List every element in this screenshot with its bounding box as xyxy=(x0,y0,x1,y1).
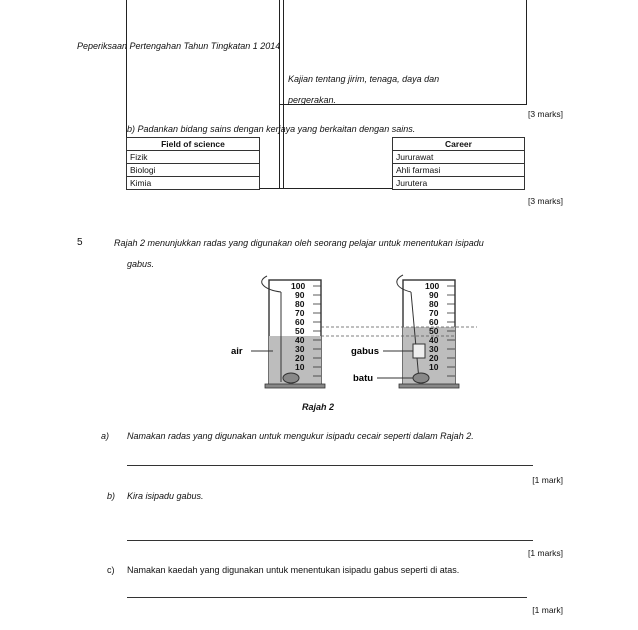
q5b-marks: [1 marks] xyxy=(528,548,563,558)
scale-label: 80 xyxy=(429,299,439,309)
q5b-label: b) xyxy=(107,491,116,501)
q5c-label: c) xyxy=(107,565,115,575)
scale-label: 90 xyxy=(295,290,305,300)
top-frame-mid-line-2 xyxy=(283,0,284,188)
q5-number: 5 xyxy=(77,237,83,248)
scale-label: 30 xyxy=(295,344,305,354)
q5c-answer-line[interactable] xyxy=(127,597,527,598)
field-item: Biologi xyxy=(127,164,260,177)
stone-icon xyxy=(413,373,429,383)
q5c-text: Namakan kaedah yang digunakan untuk menentukan isipadu gabus seperti di atas. xyxy=(127,565,460,575)
top-frame-right-line xyxy=(526,0,527,104)
q5c-marks: [1 mark] xyxy=(532,605,563,615)
q5-text-line1: Rajah 2 menunjukkan radas yang digunakan oleh seorang pelajar untuk menentukan isipadu xyxy=(114,238,484,248)
q4b-marks: [3 marks] xyxy=(528,196,563,206)
q5a-answer-line[interactable] xyxy=(127,465,533,466)
left-measuring-cylinder xyxy=(262,276,325,388)
scale-label: 80 xyxy=(295,299,305,309)
table-link-line xyxy=(260,188,392,189)
q4a-marks: [3 marks] xyxy=(528,109,563,119)
q4b-prompt: b) Padankan bidang sains dengan kerjaya yang berkaitan dengan sains. xyxy=(127,124,416,134)
field-of-science-table xyxy=(126,137,260,190)
scale-label: 20 xyxy=(429,353,439,363)
q5a-label: a) xyxy=(101,431,110,441)
scale-label: 30 xyxy=(429,344,439,354)
matching-description-line2: pergerakan. xyxy=(288,95,337,105)
rajah-2-figure xyxy=(225,272,485,394)
label-air: air xyxy=(231,346,243,357)
field-item: Kimia xyxy=(127,177,260,190)
field-item: Fizik xyxy=(127,151,260,164)
scale-label: 90 xyxy=(429,290,439,300)
q5-text-line2: gabus. xyxy=(127,259,155,269)
figure-caption: Rajah 2 xyxy=(302,402,335,412)
scale-label: 60 xyxy=(295,317,305,327)
scale-label: 40 xyxy=(429,335,439,345)
career-header: Career xyxy=(393,138,525,151)
field-header: Field of science xyxy=(127,138,260,151)
scale-label: 100 xyxy=(291,281,306,291)
q5b-text: Kira isipadu gabus. xyxy=(127,491,204,501)
string-icon xyxy=(397,275,411,292)
scale-label: 70 xyxy=(429,308,439,318)
career-item: Jurutera xyxy=(393,177,525,190)
q5a-text: Namakan radas yang digunakan untuk mengukur isipadu cecair seperti dalam Rajah 2. xyxy=(127,431,474,441)
q5a-marks: [1 mark] xyxy=(532,475,563,485)
string-icon xyxy=(262,276,281,292)
q5b-answer-line[interactable] xyxy=(127,540,533,541)
career-item: Jururawat xyxy=(393,151,525,164)
matching-description-line1: Kajian tentang jirim, tenaga, daya dan xyxy=(288,74,440,84)
career-item: Ahli farmasi xyxy=(393,164,525,177)
career-table xyxy=(392,137,525,190)
scale-label: 100 xyxy=(425,281,440,291)
scale-label: 50 xyxy=(295,326,305,336)
scale-label: 20 xyxy=(295,353,305,363)
scale-label: 70 xyxy=(295,308,305,318)
label-batu: batu xyxy=(353,373,374,384)
scale-label: 50 xyxy=(429,326,439,336)
page-header: Peperiksaan Pertengahan Tahun Tingkatan 1 2014 xyxy=(77,41,281,51)
top-frame-mid-line-1 xyxy=(279,0,280,188)
cork-icon xyxy=(413,344,425,358)
scale-label: 10 xyxy=(295,362,305,372)
right-measuring-cylinder xyxy=(397,275,459,388)
stone-icon xyxy=(283,373,299,383)
scale-label: 40 xyxy=(295,335,305,345)
label-gabus: gabus xyxy=(351,346,379,357)
scale-label: 10 xyxy=(429,362,439,372)
scale-label: 60 xyxy=(429,317,439,327)
